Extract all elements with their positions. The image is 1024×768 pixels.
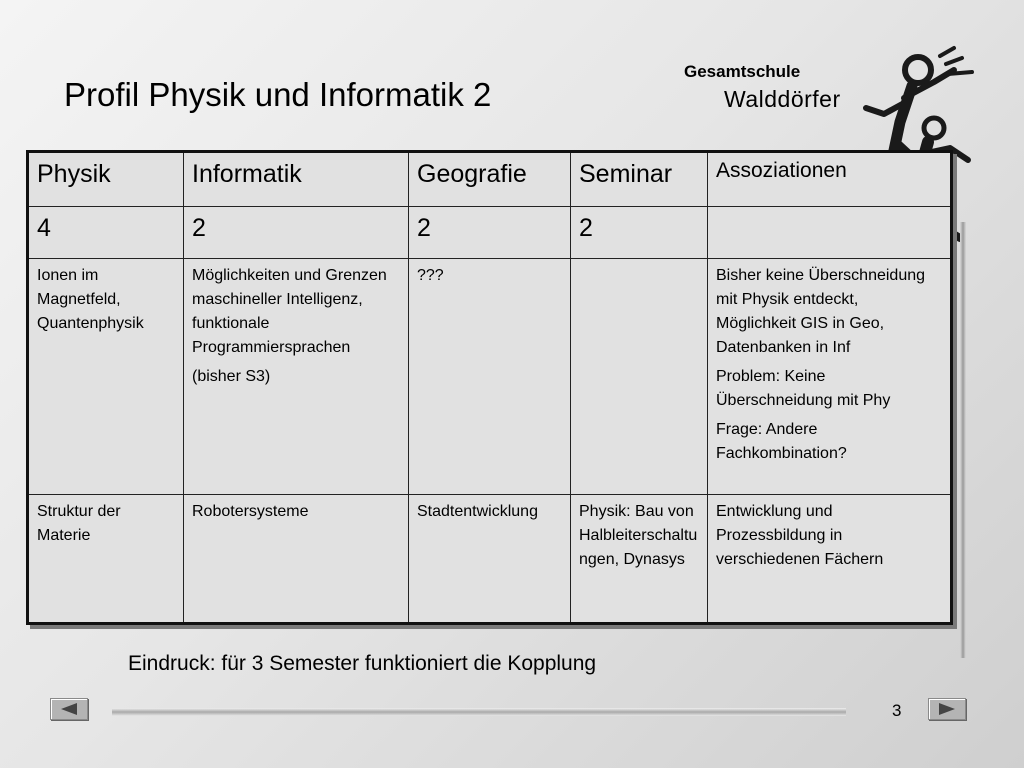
cell-seminar-2 bbox=[571, 495, 708, 624]
cell-text: Entwicklung und Prozessbildung in verschiedenen Fächern bbox=[716, 503, 884, 568]
hours-physik: 4 bbox=[28, 207, 184, 259]
cell-physik-2 bbox=[28, 495, 184, 624]
cell-text: Frage: Andere Fachkombination? bbox=[716, 421, 847, 462]
table-row bbox=[28, 259, 952, 495]
cell-text: ??? bbox=[417, 267, 444, 284]
previous-slide-button[interactable] bbox=[50, 698, 88, 720]
cell-physik-1 bbox=[28, 259, 184, 495]
header-physik: Physik bbox=[28, 152, 184, 207]
impression-text: Eindruck: für 3 Semester funktioniert die Kopplung bbox=[128, 652, 597, 675]
page-number: 3 bbox=[892, 701, 902, 720]
hours-assoziationen bbox=[708, 207, 952, 259]
table-hours-row bbox=[28, 207, 952, 259]
table-header-row bbox=[28, 152, 952, 207]
vertical-divider bbox=[960, 222, 966, 658]
curriculum-table bbox=[26, 150, 953, 625]
hours-informatik: 2 bbox=[184, 207, 409, 259]
school-name: Gesamtschule bbox=[684, 62, 801, 81]
header-seminar: Seminar bbox=[571, 152, 708, 207]
cell-seminar-1 bbox=[571, 259, 708, 495]
cell-informatik-1 bbox=[184, 259, 409, 495]
cell-text: Stadtentwicklung bbox=[417, 503, 538, 520]
cell-text: (bisher S3) bbox=[192, 368, 271, 385]
cell-text: Bisher keine Überschneidung mit Physik entdeckt, Möglichkeit GIS in Geo, Datenbanken in Inf bbox=[716, 267, 926, 356]
cell-text: Robotersysteme bbox=[192, 503, 309, 520]
hours-geografie: 2 bbox=[409, 207, 571, 259]
cell-text: Physik: Bau von Halbleiterschaltungen, Dynasys bbox=[579, 503, 698, 568]
school-location: Walddörfer bbox=[724, 86, 841, 112]
curriculum-table-wrapper bbox=[26, 150, 953, 625]
cell-text: Problem: Keine Überschneidung mit Phy bbox=[716, 368, 891, 409]
cell-text: Struktur der Materie bbox=[37, 503, 121, 544]
cell-geografie-1 bbox=[409, 259, 571, 495]
cell-assoziationen-1 bbox=[708, 259, 952, 495]
table-row bbox=[28, 495, 952, 624]
triangle-left-icon bbox=[59, 702, 79, 716]
header-geografie: Geografie bbox=[409, 152, 571, 207]
hours-seminar: 2 bbox=[571, 207, 708, 259]
triangle-right-icon bbox=[937, 702, 957, 716]
next-slide-button[interactable] bbox=[928, 698, 966, 720]
cell-assoziationen-2 bbox=[708, 495, 952, 624]
cell-text: Ionen im Magnetfeld, Quantenphysik bbox=[37, 267, 144, 332]
slide-title: Profil Physik und Informatik 2 bbox=[64, 76, 492, 113]
header-informatik: Informatik bbox=[184, 152, 409, 207]
cell-geografie-2 bbox=[409, 495, 571, 624]
header-assoziationen: Assoziationen bbox=[708, 152, 952, 207]
cell-informatik-2 bbox=[184, 495, 409, 624]
horizontal-divider bbox=[112, 708, 846, 716]
cell-text: Möglichkeiten und Grenzen maschineller Intelligenz, funktionale Programmiersprachen bbox=[192, 267, 387, 356]
